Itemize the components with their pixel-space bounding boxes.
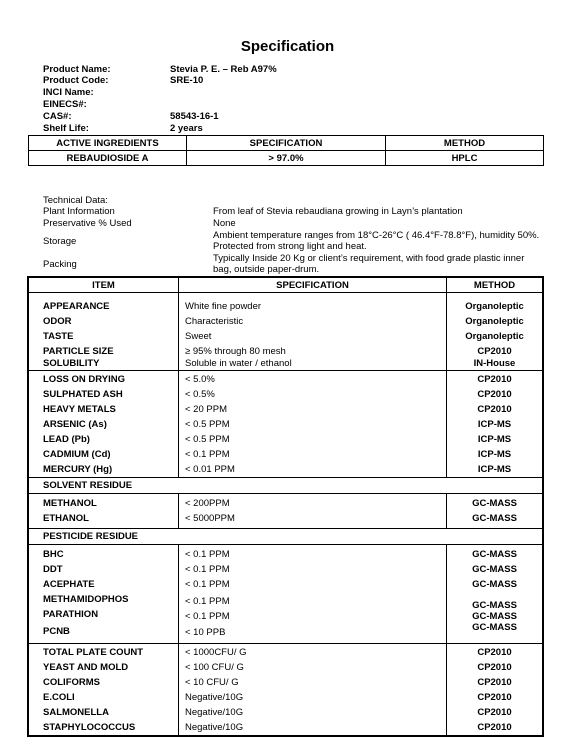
plant-info-label: Plant Information bbox=[43, 206, 115, 217]
storage-value: Ambient temperature ranges from 18°C-26°C ( 46.4°F-78.8°F), humidity 50%. Protected from strong light and heat. bbox=[213, 230, 540, 252]
plant-info-value: From leaf of Stevia rebaudiana growing in Layn’s plantation bbox=[213, 206, 463, 217]
item-cell: PARTICLE SIZE bbox=[43, 346, 114, 357]
spec-cell: < 5000PPM bbox=[185, 513, 235, 524]
active-header-ingredient: ACTIVE INGREDIENTS bbox=[29, 136, 187, 151]
spec-cell: Sweet bbox=[185, 331, 212, 342]
spec-cell: < 1000CFU/ G bbox=[185, 647, 247, 658]
item-cell: TOTAL PLATE COUNT bbox=[43, 647, 144, 658]
packing-label: Packing bbox=[43, 259, 77, 270]
spec-cell: < 5.0% bbox=[185, 374, 215, 385]
microbial-group-row bbox=[28, 644, 543, 737]
item-cell: MERCURY (Hg) bbox=[43, 464, 113, 475]
shelf-life-value: 2 years bbox=[170, 123, 203, 134]
method-cell: IN-House bbox=[473, 358, 516, 369]
spec-cell: ≥ 95% through 80 mesh bbox=[185, 346, 286, 357]
item-cell: COLIFORMS bbox=[43, 677, 100, 688]
item-cell: METHANOL bbox=[43, 498, 97, 509]
solvent-group-row bbox=[28, 494, 543, 529]
product-name-label: Product Name: bbox=[43, 64, 111, 75]
method-cell: CP2010 bbox=[477, 404, 512, 415]
item-cell: ODOR bbox=[43, 316, 72, 327]
method-cell: GC-MASS bbox=[472, 549, 517, 560]
spec-cell: < 100 CFU/ G bbox=[185, 662, 244, 673]
specification-table bbox=[27, 276, 544, 737]
spec-cell: Soluble in water / ethanol bbox=[185, 358, 292, 369]
item-cell: CADMIUM (Cd) bbox=[43, 449, 111, 460]
item-cell: APPEARANCE bbox=[43, 301, 110, 312]
method-cell: CP2010 bbox=[477, 647, 512, 658]
item-cell: ETHANOL bbox=[43, 513, 89, 524]
spec-cell: < 0.1 PPM bbox=[185, 579, 230, 590]
method-cell: CP2010 bbox=[477, 722, 512, 733]
method-cell: GC-MASS bbox=[472, 579, 517, 590]
pesticide-residue-heading: PESTICIDE RESIDUE bbox=[28, 529, 543, 545]
item-cell: SALMONELLA bbox=[43, 707, 109, 718]
pesticide-group-row bbox=[28, 545, 543, 644]
item-cell: BHC bbox=[43, 549, 64, 560]
method-cell: Organoleptic bbox=[465, 331, 524, 342]
active-header-spec: SPECIFICATION bbox=[186, 136, 385, 151]
spec-cell: < 20 PPM bbox=[185, 404, 227, 415]
method-cell: ICP-MS bbox=[477, 449, 512, 460]
method-cell: Organoleptic bbox=[465, 316, 524, 327]
spec-header-item: ITEM bbox=[28, 277, 179, 293]
method-cell: ICP-MS bbox=[477, 434, 512, 445]
item-cell: ACEPHATE bbox=[43, 579, 95, 590]
spec-cell: Characteristic bbox=[185, 316, 244, 327]
spec-cell: < 0.01 PPM bbox=[185, 464, 235, 475]
method-cell: GC-MASS bbox=[472, 498, 517, 509]
spec-header-spec: SPECIFICATION bbox=[179, 277, 447, 293]
shelf-life-label: Shelf Life: bbox=[43, 123, 89, 134]
chemical-group-row bbox=[28, 371, 543, 478]
item-cell: METHAMIDOPHOS bbox=[43, 594, 129, 605]
spec-cell: < 0.1 PPM bbox=[185, 611, 230, 622]
method-cell: ICP-MS bbox=[477, 419, 512, 430]
spec-cell: < 0.1 PPM bbox=[185, 549, 230, 560]
active-ingredient-cell: REBAUDIOSIDE A bbox=[29, 151, 187, 166]
item-cell: ARSENIC (As) bbox=[43, 419, 107, 430]
technical-heading: Technical Data: bbox=[43, 195, 108, 206]
item-cell: SULPHATED ASH bbox=[43, 389, 123, 400]
spec-cell: < 10 PPB bbox=[185, 627, 226, 638]
method-cell: GC-MASS bbox=[472, 564, 517, 575]
spec-cell: Negative/10G bbox=[185, 707, 244, 718]
packing-value: Typically Inside 20 Kg or client’s requirement, with food grade plastic inner bag, outside paper-drum. bbox=[213, 253, 525, 275]
preservative-value: None bbox=[213, 218, 236, 229]
item-cell: SOLUBILITY bbox=[43, 358, 100, 369]
inci-name-label: INCI Name: bbox=[43, 87, 94, 98]
active-ingredients-table bbox=[28, 135, 544, 166]
physical-items bbox=[43, 299, 172, 369]
method-cell: CP2010 bbox=[477, 677, 512, 688]
method-cell: GC-MASS bbox=[472, 611, 517, 622]
active-header-method: METHOD bbox=[386, 136, 544, 151]
method-cell: GC-MASS bbox=[472, 600, 517, 611]
spec-cell: Negative/10G bbox=[185, 722, 244, 733]
spec-cell: < 0.5 PPM bbox=[185, 434, 230, 445]
active-method-cell: HPLC bbox=[386, 151, 544, 166]
spec-cell: < 0.1 PPM bbox=[185, 564, 230, 575]
method-cell: CP2010 bbox=[477, 346, 512, 357]
spec-cell: White fine powder bbox=[185, 301, 262, 312]
spec-cell: < 0.1 PPM bbox=[185, 596, 230, 607]
page-title: Specification bbox=[240, 38, 335, 55]
product-name-value: Stevia P. E. – Reb A97% bbox=[170, 64, 277, 75]
product-code-value: SRE-10 bbox=[170, 75, 204, 86]
preservative-label: Preservative % Used bbox=[43, 218, 132, 229]
storage-label: Storage bbox=[43, 236, 77, 247]
method-cell: GC-MASS bbox=[472, 622, 517, 633]
product-code-label: Product Code: bbox=[43, 75, 109, 86]
item-cell: E.COLI bbox=[43, 692, 75, 703]
item-cell: STAPHYLOCOCCUS bbox=[43, 722, 136, 733]
einecs-label: EINECS#: bbox=[43, 99, 87, 110]
spec-cell: < 0.1 PPM bbox=[185, 449, 230, 460]
solvent-residue-row bbox=[28, 478, 543, 494]
item-cell: LEAD (Pb) bbox=[43, 434, 90, 445]
spec-cell: < 10 CFU/ G bbox=[185, 677, 239, 688]
spec-header-method: METHOD bbox=[447, 277, 544, 293]
physical-group-row bbox=[28, 293, 543, 371]
item-cell: PCNB bbox=[43, 626, 70, 637]
method-cell: GC-MASS bbox=[472, 513, 517, 524]
method-cell: CP2010 bbox=[477, 662, 512, 673]
item-cell: DDT bbox=[43, 564, 63, 575]
spec-cell: Negative/10G bbox=[185, 692, 244, 703]
pesticide-residue-row bbox=[28, 529, 543, 545]
method-cell: CP2010 bbox=[477, 692, 512, 703]
method-cell: ICP-MS bbox=[477, 464, 512, 475]
item-cell: HEAVY METALS bbox=[43, 404, 116, 415]
item-cell: TASTE bbox=[43, 331, 74, 342]
item-cell: LOSS ON DRYING bbox=[43, 374, 125, 385]
cas-label: CAS#: bbox=[43, 111, 72, 122]
solvent-residue-heading: SOLVENT RESIDUE bbox=[28, 478, 543, 494]
method-cell: CP2010 bbox=[477, 374, 512, 385]
active-spec-cell: > 97.0% bbox=[186, 151, 385, 166]
method-cell: CP2010 bbox=[477, 389, 512, 400]
method-cell: CP2010 bbox=[477, 707, 512, 718]
spec-cell: < 200PPM bbox=[185, 498, 230, 509]
spec-cell: < 0.5 PPM bbox=[185, 419, 230, 430]
item-cell: PARATHION bbox=[43, 609, 99, 620]
spec-cell: < 0.5% bbox=[185, 389, 215, 400]
method-cell: Organoleptic bbox=[465, 301, 524, 312]
item-cell: YEAST AND MOLD bbox=[43, 662, 129, 673]
cas-value: 58543-16-1 bbox=[170, 111, 219, 122]
